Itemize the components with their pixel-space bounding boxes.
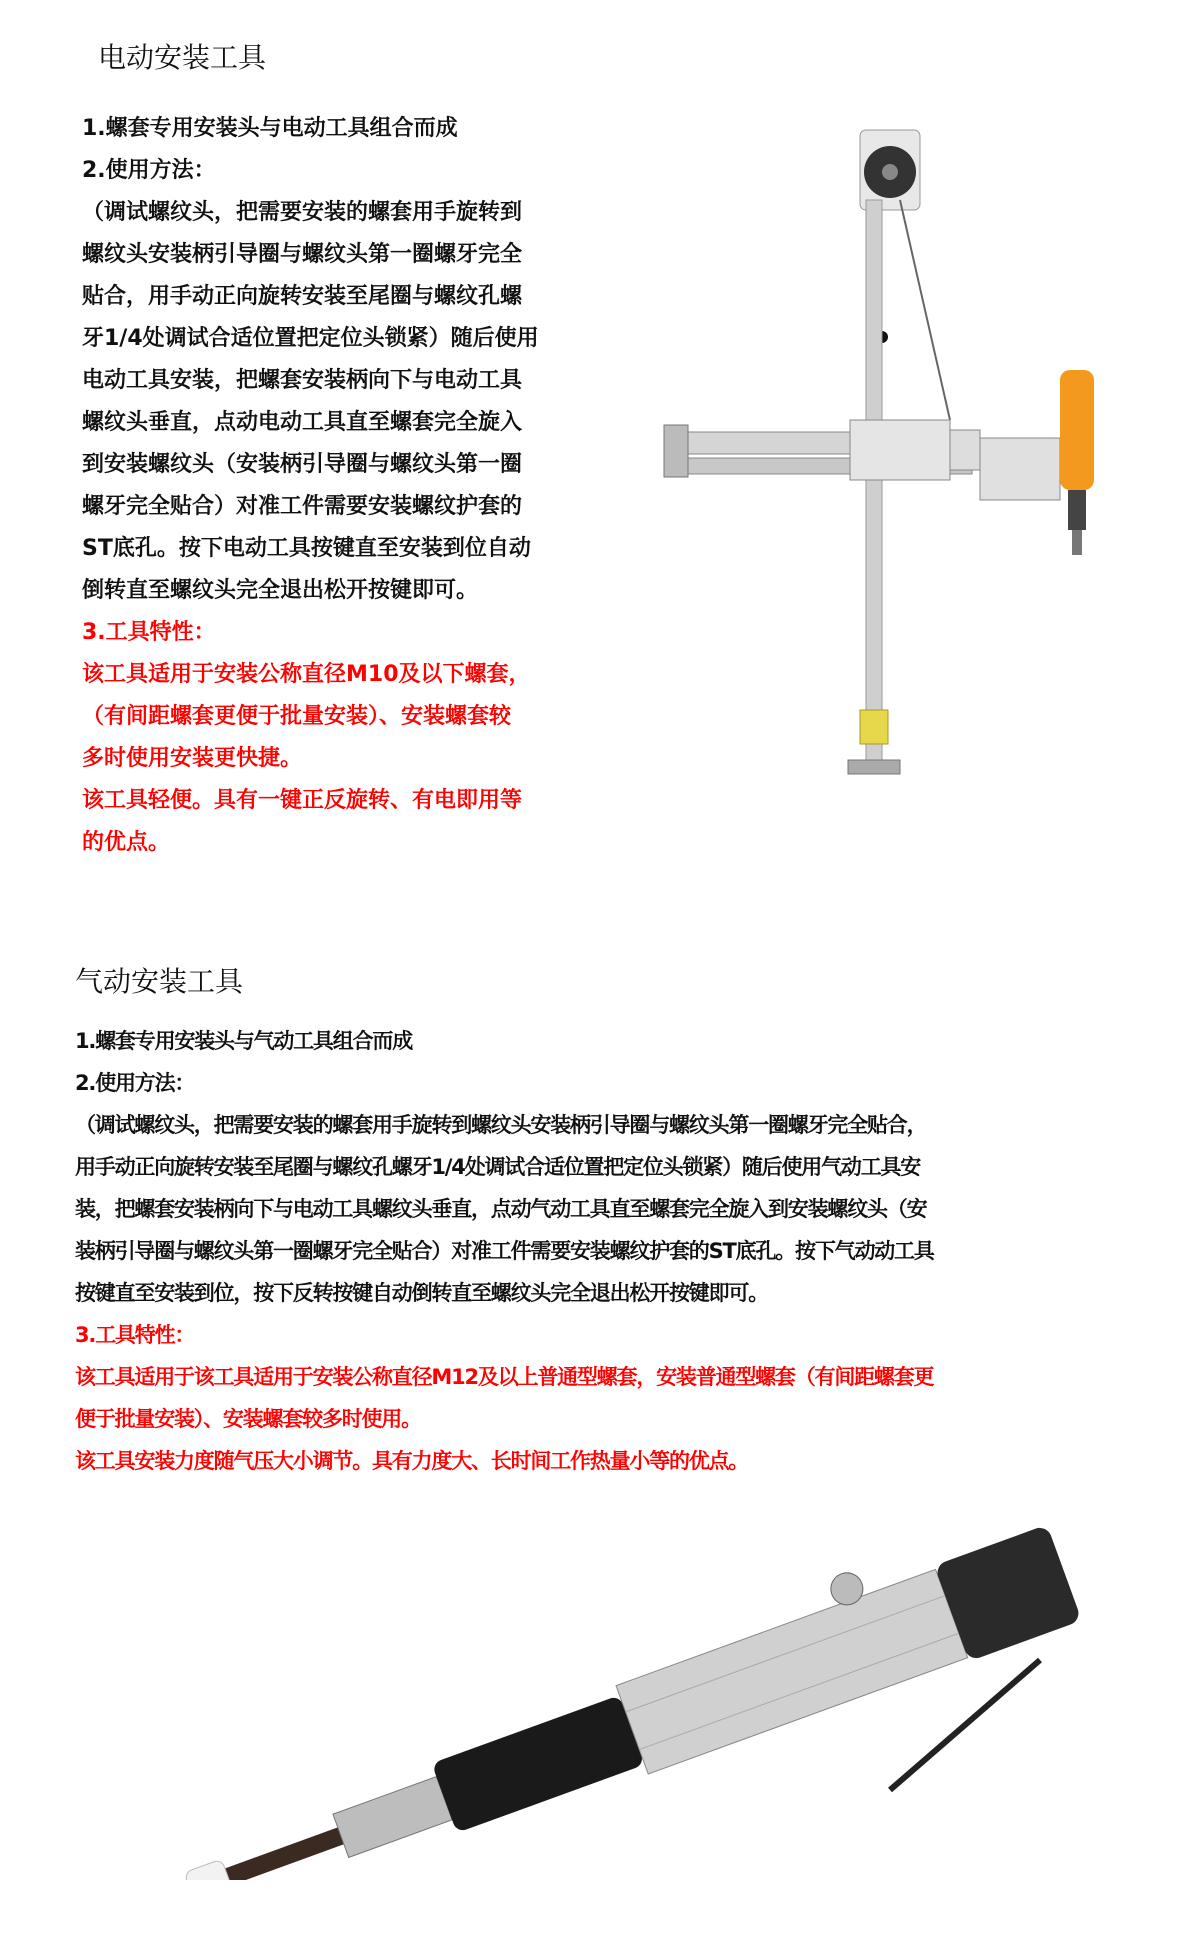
usage-line: （调试螺纹头，把需要安装的螺套用手旋转到螺纹头安装柄引导圈与螺纹头第一圈螺牙完全贴合，: [75, 1113, 927, 1137]
usage-line: 牙1/4处调试合适位置把定位头锁紧）随后使用: [82, 326, 539, 351]
feature-line: （有间距螺套更便于批量安装）、安装螺套较: [82, 704, 512, 729]
pneumatic-tool-image: [90, 1520, 1110, 1880]
feature-line: 该工具安装力度随气压大小调节。具有力度大、长时间工作热量小等的优点。: [75, 1449, 749, 1473]
usage-line: 到安装螺纹头（安装柄引导圈与螺纹头第一圈: [82, 452, 523, 477]
feature-line: 该工具轻便。具有一键正反旋转、有电即用等: [82, 788, 523, 813]
feature-line: 的优点。: [82, 830, 171, 855]
feature-line: 便于批量安装）、安装螺套较多时使用。: [75, 1407, 421, 1431]
section-title: 电动安装工具: [98, 41, 267, 74]
usage-line: 贴合，用手动正向旋转安装至尾圈与螺纹孔螺: [82, 284, 523, 309]
usage-line: 螺纹头安装柄引导圈与螺纹头第一圈螺牙完全: [82, 242, 523, 267]
item-2-label: 2.使用方法：: [82, 158, 216, 183]
usage-line: 倒转直至螺纹头完全退出松开按键即可。: [82, 578, 479, 603]
usage-line: 螺牙完全贴合）对准工件需要安装螺纹护套的: [82, 494, 523, 519]
feature-line: 该工具适用于安装公称直径M10及以下螺套，: [82, 662, 531, 687]
feature-line: 多时使用安装更快捷。: [82, 746, 303, 771]
usage-line: 电动工具安装，把螺套安装柄向下与电动工具: [82, 368, 523, 393]
item-3-label: 3.工具特性：: [82, 620, 216, 645]
usage-line: （调试螺纹头，把需要安装的螺套用手旋转到: [82, 200, 523, 225]
section-title: 气动安装工具: [75, 965, 244, 998]
usage-line: ST底孔。按下电动工具按键直至安装到位自动: [82, 536, 531, 561]
item-3-label: 3.工具特性：: [75, 1323, 195, 1347]
electric-tool-stand-image: [660, 120, 1120, 800]
feature-line: 该工具适用于该工具适用于安装公称直径M12及以上普通型螺套，安装普通型螺套（有间距螺套更: [75, 1365, 934, 1389]
item-1: 1.螺套专用安装头与电动工具组合而成: [82, 116, 458, 141]
item-2-label: 2.使用方法：: [75, 1071, 195, 1095]
usage-line: 装，把螺套安装柄向下与电动工具螺纹头垂直，点动气动工具直至螺套完全旋入到安装螺纹头（安: [75, 1197, 927, 1221]
item-1: 1.螺套专用安装头与气动工具组合而成: [75, 1029, 412, 1053]
usage-line: 螺纹头垂直，点动电动工具直至螺套完全旋入: [82, 410, 523, 435]
usage-line: 用手动正向旋转安装至尾圈与螺纹孔螺牙1/4处调试合适位置把定位头锁紧）随后使用气动工具安: [75, 1155, 921, 1179]
usage-line: 按键直至安装到位，按下反转按键自动倒转直至螺纹头完全退出松开按键即可。: [75, 1281, 768, 1305]
usage-line: 装柄引导圈与螺纹头第一圈螺牙完全贴合）对准工件需要安装螺纹护套的ST底孔。按下气动动工具: [75, 1239, 934, 1263]
